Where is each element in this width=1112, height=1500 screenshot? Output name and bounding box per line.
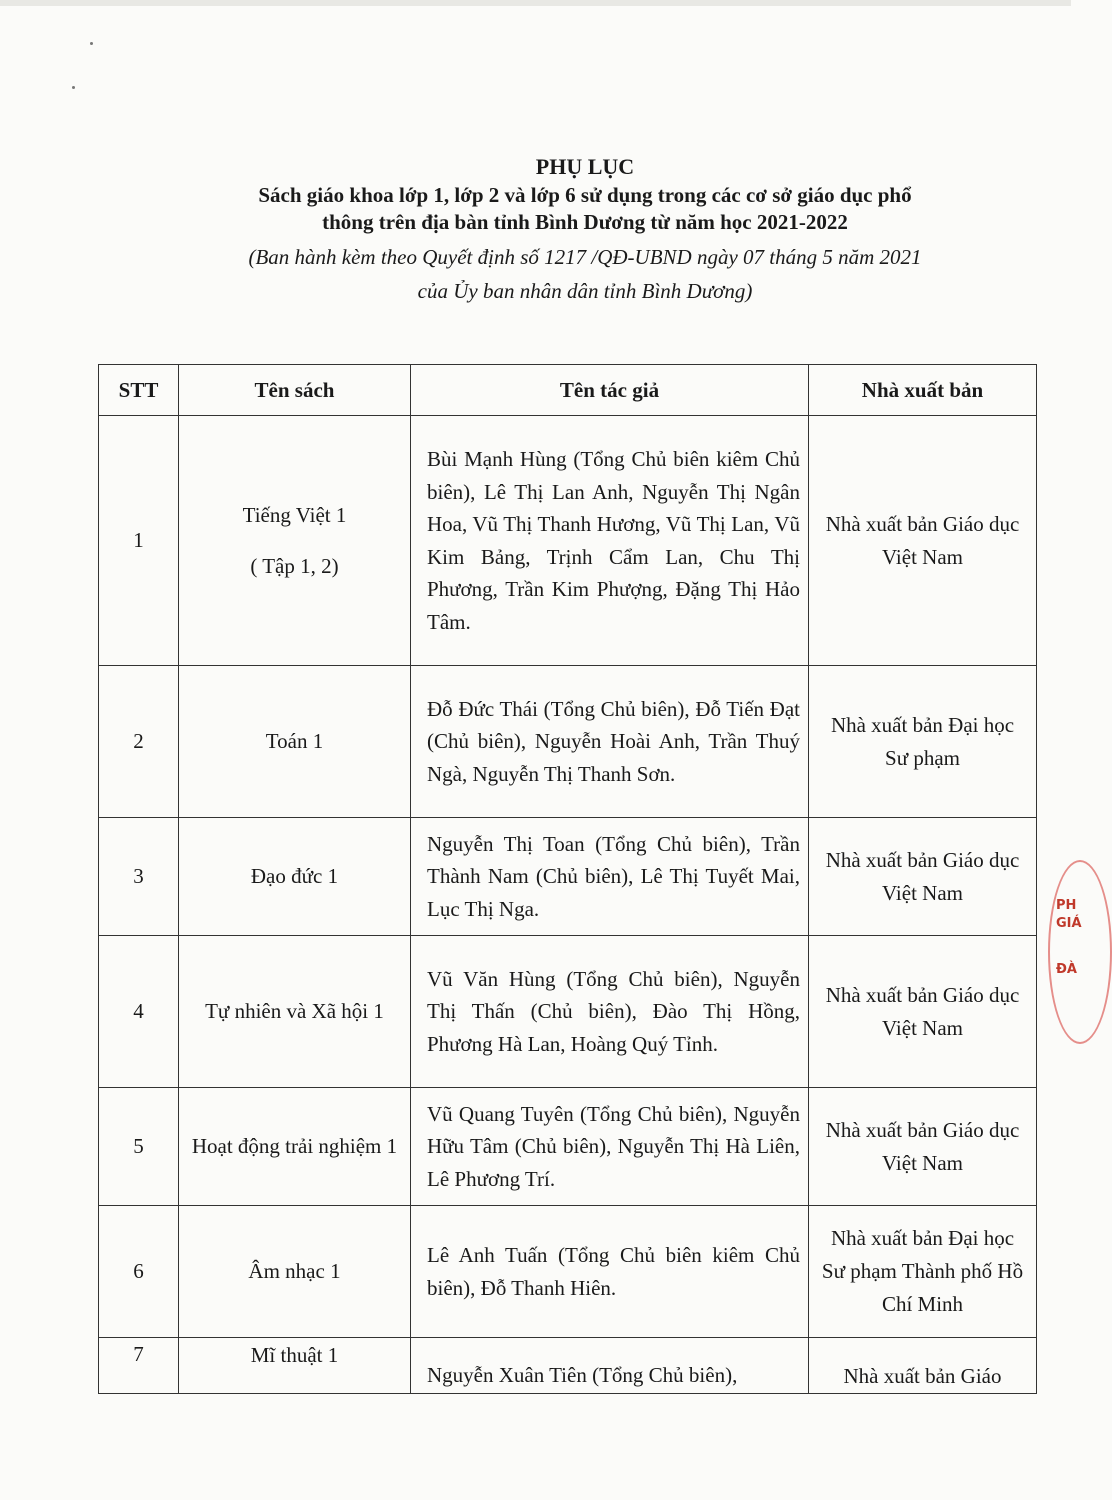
row-authors: Vũ Văn Hùng (Tổng Chủ biên), Nguyễn Thị Thấn (Chủ biên), Đào Thị Hồng, Phương Hà Lan, Hoàng Quý Tỉnh.: [411, 936, 809, 1088]
seal-text: ĐÀ: [1056, 962, 1077, 977]
row-book-title: Tự nhiên và Xã hội 1: [179, 936, 411, 1088]
page-top-edge: [0, 0, 1071, 6]
row-book-title: Âm nhạc 1: [179, 1206, 411, 1338]
row-book-title: Đạo đức 1: [179, 818, 411, 936]
document-header: [150, 152, 1020, 308]
issuance-note-line-1: (Ban hành kèm theo Quyết định số 1217 /QĐ-UBND ngày 07 tháng 5 năm 2021: [248, 245, 922, 269]
table-row: [99, 416, 1037, 666]
scan-speck: [90, 42, 93, 45]
row-publisher: Nhà xuất bản Đại học Sư phạm Thành phố Hồ Chí Minh: [809, 1206, 1037, 1338]
header-stt: STT: [99, 365, 179, 416]
book-title-line: Tiếng Việt 1: [242, 502, 347, 527]
row-book-title: [179, 416, 411, 666]
table-row: [99, 666, 1037, 818]
row-authors: Đỗ Đức Thái (Tổng Chủ biên), Đỗ Tiến Đạt (Chủ biên), Nguyễn Hoài Anh, Trần Thuý Ngà, Nguyễn Thị Thanh Sơn.: [411, 666, 809, 818]
row-publisher: Nhà xuất bản Giáo dục Việt Nam: [809, 818, 1037, 936]
row-book-title: Hoạt động trải nghiệm 1: [179, 1088, 411, 1206]
row-stt: 6: [99, 1206, 179, 1338]
row-authors: Vũ Quang Tuyên (Tổng Chủ biên), Nguyễn Hữu Tâm (Chủ biên), Nguyễn Thị Hà Liên, Lê Phương Trí.: [411, 1088, 809, 1206]
scan-speck: [72, 86, 75, 89]
row-publisher: Nhà xuất bản Giáo: [809, 1338, 1037, 1394]
subtitle-line-2: thông trên địa bàn tỉnh Bình Dương từ năm học 2021-2022: [322, 210, 848, 234]
issuance-note-line-2: của Ủy ban nhân dân tỉnh Bình Dương): [417, 279, 753, 303]
row-stt: 5: [99, 1088, 179, 1206]
subtitle-line-1: Sách giáo khoa lớp 1, lớp 2 và lớp 6 sử dụng trong các cơ sở giáo dục phổ: [258, 183, 912, 207]
row-stt: 3: [99, 818, 179, 936]
table-row: [99, 936, 1037, 1088]
page-title: PHỤ LỤC: [535, 154, 635, 179]
header-publisher: Nhà xuất bản: [809, 365, 1037, 416]
row-authors: Bùi Mạnh Hùng (Tổng Chủ biên kiêm Chủ biên), Lê Thị Lan Anh, Nguyễn Thị Ngân Hoa, Vũ Thị Thanh Hương, Vũ Thị Lan, Vũ Kim Bảng, Trịnh Cẩm Lan, Chu Thị Phương, Trần Kim Phượng, Đặng Thị Hảo Tâm.: [411, 416, 809, 666]
table-row: [99, 1338, 1037, 1394]
seal-text: PH: [1056, 898, 1077, 913]
book-volume-line: ( Tập 1, 2): [250, 553, 339, 578]
row-authors: Lê Anh Tuấn (Tổng Chủ biên kiêm Chủ biên), Đỗ Thanh Hiên.: [411, 1206, 809, 1338]
row-publisher: Nhà xuất bản Giáo dục Việt Nam: [809, 936, 1037, 1088]
row-stt: 7: [99, 1338, 179, 1394]
row-authors: Nguyễn Xuân Tiên (Tổng Chủ biên),: [411, 1338, 809, 1394]
textbook-table: [98, 364, 1037, 1394]
row-authors: Nguyễn Thị Toan (Tổng Chủ biên), Trần Thành Nam (Chủ biên), Lê Thị Tuyết Mai, Lục Thị Nga.: [411, 818, 809, 936]
table-row: [99, 1088, 1037, 1206]
row-stt: 1: [99, 416, 179, 666]
row-stt: 2: [99, 666, 179, 818]
seal-ring: [1048, 860, 1112, 1044]
table-row: [99, 1206, 1037, 1338]
table-header-row: [99, 365, 1037, 416]
row-publisher: Nhà xuất bản Đại học Sư phạm: [809, 666, 1037, 818]
header-book-title: Tên sách: [179, 365, 411, 416]
seal-text: GIÁ: [1056, 916, 1082, 931]
row-book-title: Toán 1: [179, 666, 411, 818]
official-seal: [1044, 850, 1084, 1060]
row-publisher: Nhà xuất bản Giáo dục Việt Nam: [809, 1088, 1037, 1206]
table-row: [99, 818, 1037, 936]
row-stt: 4: [99, 936, 179, 1088]
row-publisher: Nhà xuất bản Giáo dục Việt Nam: [809, 416, 1037, 666]
row-book-title: Mĩ thuật 1: [179, 1338, 411, 1394]
header-authors: Tên tác giả: [411, 365, 809, 416]
